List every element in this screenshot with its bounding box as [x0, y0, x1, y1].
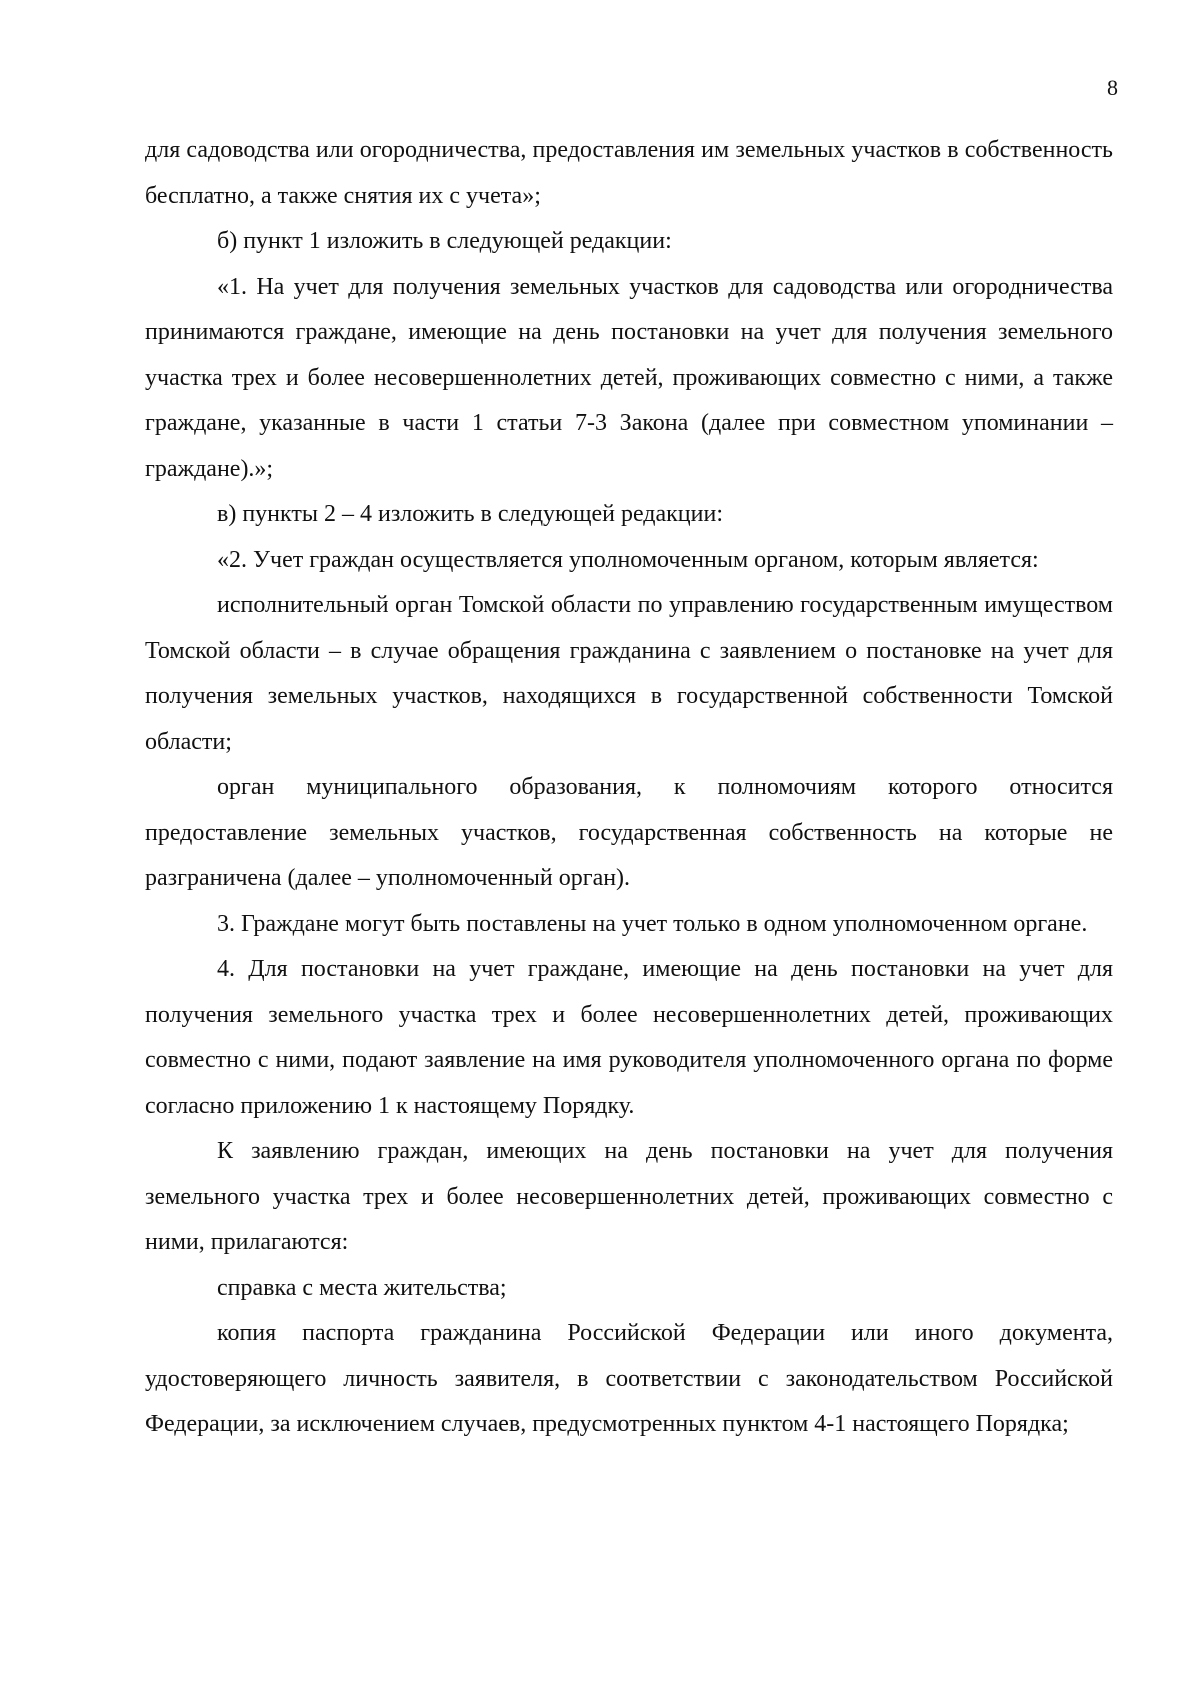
paragraph: копия паспорта гражданина Российской Федерации или иного документа, удостоверяющего личность заявителя, в соответствии с законодательством Российской Федерации, за исключением случаев, предусмотренных пунктом 4-1 настоящего Порядка;: [145, 1320, 1113, 1437]
paragraph: для садоводства или огородничества, предоставления им земельных участков в собственность бесплатно, а также снятия их с учета»;: [145, 137, 1113, 209]
paragraph: К заявлению граждан, имеющих на день постановки на учет для получения земельного участка трех и более несовершеннолетних детей, проживающих совместно с ними, прилагаются:: [145, 1138, 1113, 1255]
paragraph: 3. Граждане могут быть поставлены на учет только в одном уполномоченном органе.: [217, 910, 1088, 937]
paragraph: «1. На учет для получения земельных участков для садоводства или огородничества принимаются граждане, имеющие на день постановки на учет для получения земельного участка трех и более несовершеннолетних детей, проживающих совместно с ними, а также граждане, указанные в части 1 статьи 7-3 Закона (далее при совместном упоминании – граждане).»;: [145, 273, 1113, 482]
document-body: [145, 128, 1113, 1448]
paragraph: в) пункты 2 – 4 изложить в следующей редакции:: [217, 501, 724, 527]
page-number: 8: [1107, 75, 1118, 100]
paragraph: справка с места жительства;: [217, 1274, 507, 1301]
paragraph: исполнительный орган Томской области по управлению государственным имуществом Томской области – в случае обращения гражданина с заявлением о постановке на учет для получения земельных участков, находящихся в государственной собственности Томской области;: [145, 592, 1113, 755]
paragraph: б) пункт 1 изложить в следующей редакции:: [217, 228, 672, 254]
paragraph: «2. Учет граждан осуществляется уполномоченным органом, которым является:: [217, 546, 1039, 573]
paragraph: 4. Для постановки на учет граждане, имеющие на день постановки на учет для получения земельного участка трех и более несовершеннолетних детей, проживающих совместно с ними, подают заявление на имя руководителя уполномоченного органа по форме согласно приложению 1 к настоящему Порядку.: [145, 956, 1113, 1119]
paragraph: орган муниципального образования, к полномочиям которого относится предоставление земельных участков, государственная собственность на которые не разграничена (далее – уполномоченный орган).: [145, 774, 1113, 891]
